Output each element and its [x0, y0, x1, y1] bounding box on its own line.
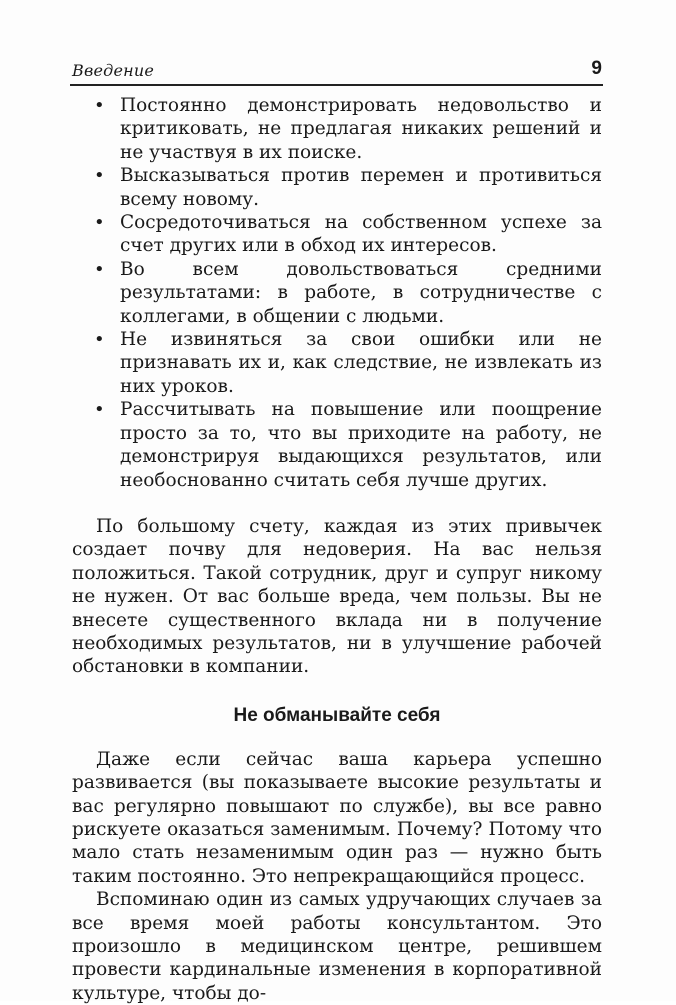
list-item: [72, 328, 602, 398]
bullet-icon: •: [94, 165, 105, 187]
page-body: [72, 94, 602, 1005]
page-number: 9: [591, 58, 602, 79]
list-item: [72, 164, 602, 211]
section-heading: Не обманывайте себя: [233, 704, 441, 726]
list-item-text: Не извиняться за свои ошибки или не признавать их и, как следствие, не извлекать из них уроков.: [120, 329, 602, 397]
body-paragraph: По большому счету, каждая из этих привычек создает почву для недоверия. На вас нельзя положиться. Такой сотрудник, друг и супруг никому не нужен. От вас больше вреда, чем пользы. Вы не внесете существенного вклада ни в получение необходимых результатов, ни в улучшение рабочей обстановки в компании.: [72, 515, 602, 678]
bullet-icon: •: [94, 258, 105, 280]
body-paragraph: Даже если сейчас ваша карьера успешно развивается (вы показываете высокие результаты и вас регулярно повышают по службе), вы все равно рискуете оказаться заменимым. Почему? Потому что мало стать незаменимым один раз — нужно быть таким постоянно. Это непрекращающийся процесс.: [72, 748, 602, 887]
bullet-icon: •: [94, 399, 105, 421]
list-item-text: Высказываться против перемен и противиться всему новому.: [120, 165, 602, 210]
list-item: [72, 258, 602, 328]
list-item-text: Во всем довольствоваться средними результатами: в работе, в сотрудничестве с коллегами, в общении с людьми.: [120, 258, 602, 327]
list-item-text: Рассчитывать на повышение или поощрение просто за то, что вы приходите на работу, не демонстрируя выдающихся результатов, или необоснованно считать себя лучше других.: [120, 399, 602, 491]
list-item: [72, 94, 602, 164]
list-item-text: Постоянно демонстрировать недовольство и критиковать, не предлагая никаких решений и не участвуя в их поиске.: [120, 95, 602, 163]
body-paragraph: Вспоминаю один из самых удручающих случаев за все время моей работы консультантом. Это произошло в медицинском центре, решившем провести кардинальные изменения в корпоративной культуре, чтобы до-: [72, 889, 602, 1004]
chapter-title: Введение: [72, 61, 155, 80]
bullet-icon: •: [94, 329, 105, 351]
header-divider: [70, 84, 603, 86]
bullet-icon: •: [94, 212, 105, 234]
spacer: [72, 492, 602, 515]
bullet-icon: •: [94, 95, 105, 116]
list-item: [72, 398, 602, 492]
bullet-list: [72, 94, 602, 492]
list-item: [72, 211, 602, 258]
list-item-text: Сосредоточиваться на собственном успехе за счет других или в обход их интересов.: [120, 212, 602, 257]
running-header: [72, 58, 602, 84]
